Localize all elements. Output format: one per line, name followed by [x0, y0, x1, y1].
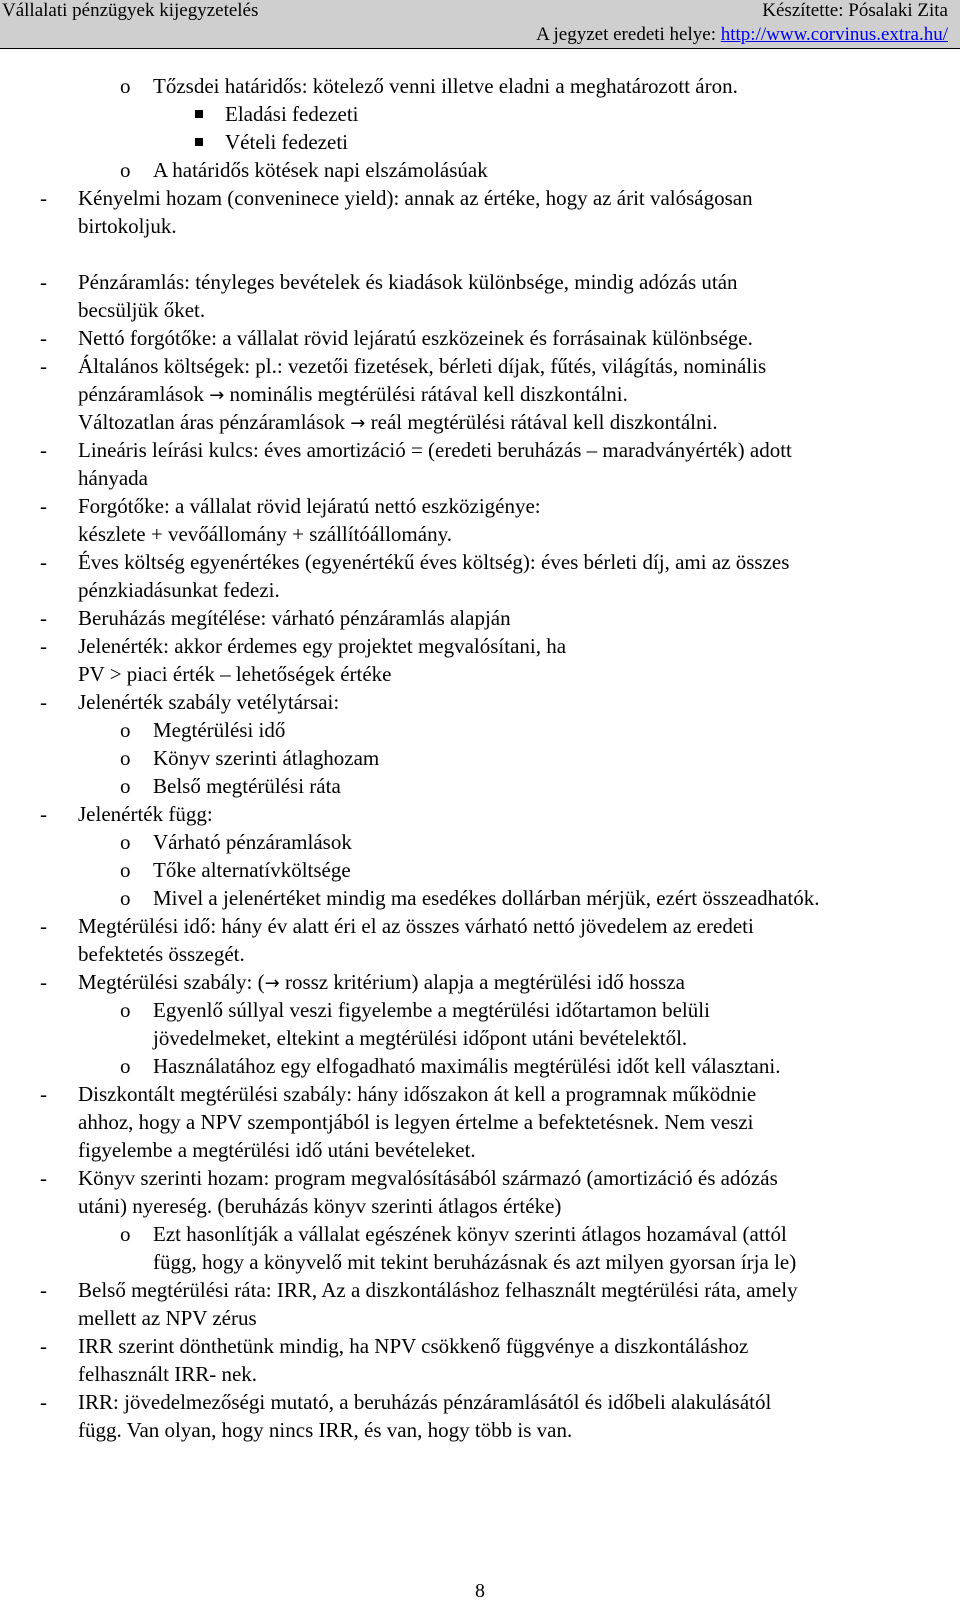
list-item-continuation: PV > piaci érték – lehetőségek értéke [78, 662, 392, 686]
list-item-text: Általános költségek: pl.: vezetői fizetések, bérleti díjak, fűtés, világítás, nominális [78, 354, 767, 378]
dash-marker: - [40, 1334, 47, 1358]
dash-marker: - [40, 1390, 47, 1414]
list-item-text: Várható pénzáramlások [153, 830, 352, 854]
bullet-marker: o [120, 830, 131, 854]
dash-marker: - [40, 690, 47, 714]
list-item-text: Eladási fedezeti [225, 102, 359, 126]
bullet-marker: o [120, 718, 131, 742]
list-item-text: Könyv szerinti hozam: program megvalósításából származó (amortizáció és adózás [78, 1166, 778, 1190]
dash-marker: - [40, 550, 47, 574]
list-item-text: Megtérülési idő [153, 718, 286, 742]
header-source [536, 24, 948, 46]
list-item-text: Lineáris leírási kulcs: éves amortizáció = (eredeti beruházás – maradványérték) adott [78, 438, 792, 462]
list-item-continuation: pénzkiadásunkat fedezi. [78, 578, 280, 602]
list-item-text: Jelenérték: akkor érdemes egy projektet megvalósítani, ha [78, 634, 567, 658]
list-item-continuation: becsüljük őket. [78, 298, 206, 322]
page-number: 8 [475, 1580, 485, 1602]
dash-marker: - [40, 1082, 47, 1106]
list-item-text: Jelenérték szabály vetélytársai: [78, 690, 340, 714]
bullet-marker: o [120, 774, 131, 798]
list-item-continuation: készlete + vevőállomány + szállítóállomány. [78, 522, 452, 546]
dash-marker: - [40, 354, 47, 378]
dash-marker: - [40, 270, 47, 294]
list-item-continuation: utáni) nyereség. (beruházás könyv szerinti átlagos értéke) [78, 1194, 562, 1218]
dash-marker: - [40, 438, 47, 462]
list-item-text: Egyenlő súllyal veszi figyelembe a megtérülési időtartamon belüli [153, 998, 710, 1022]
list-item-text: Tőke alternatívköltsége [153, 858, 351, 882]
dash-marker: - [40, 914, 47, 938]
list-item-continuation: felhasznált IRR- nek. [78, 1362, 258, 1386]
header-author: Készítette: Pósalaki Zita [762, 0, 948, 21]
square-bullet-icon [195, 110, 203, 118]
list-item-text: Könyv szerinti átlaghozam [153, 746, 380, 770]
list-item-text: IRR szerint dönthetünk mindig, ha NPV csökkenő függvénye a diszkontáláshoz [78, 1334, 749, 1358]
bullet-marker: o [120, 886, 131, 910]
bullet-marker: o [120, 858, 131, 882]
source-link[interactable]: http://www.corvinus.extra.hu/ [720, 24, 948, 45]
bullet-marker: o [120, 1054, 131, 1078]
list-item-text: Nettó forgótőke: a vállalat rövid lejáratú eszközeinek és forrásainak különbsége. [78, 326, 753, 350]
list-item-text: Vételi fedezeti [225, 130, 349, 154]
bullet-marker: o [120, 998, 131, 1022]
list-item-continuation: pénzáramlások → nominális megtérülési rátával kell diszkontálni. [78, 382, 628, 406]
bullet-marker: o [120, 746, 131, 770]
list-item-text: Megtérülési idő: hány év alatt éri el az összes várható nettó jövedelem az eredeti [78, 914, 754, 938]
list-item-text: Jelenérték függ: [78, 802, 213, 826]
bullet-marker: o [120, 158, 131, 182]
list-item-continuation: hányada [78, 466, 148, 490]
list-item-text: Ezt hasonlítják a vállalat egészének könyv szerinti átlagos hozamával (attól [153, 1222, 787, 1246]
header-source-label: A jegyzet eredeti helye: [536, 24, 721, 45]
list-item-text: Forgótőke: a vállalat rövid lejáratú nettó eszközigénye: [78, 494, 541, 518]
list-item-continuation: befektetés összegét. [78, 942, 245, 966]
list-item-text: Mivel a jelenértéket mindig ma esedékes dollárban mérjük, ezért összeadhatók. [153, 886, 820, 910]
list-item-text: Éves költség egyenértékes (egyenértékű éves költség): éves bérleti díj, ami az összes [78, 550, 790, 574]
list-item-text: Tőzsdei határidős: kötelező venni illetve eladni a meghatározott áron. [153, 74, 738, 98]
list-item-text: Diszkontált megtérülési szabály: hány időszakon át kell a programnak működnie [78, 1082, 757, 1106]
list-item-text: Használatához egy elfogadható maximális megtérülési időt kell választani. [153, 1054, 781, 1078]
list-item-continuation: függ, hogy a könyvelő mit tekint beruházásnak és azt milyen gyorsan írja le) [153, 1250, 797, 1274]
list-item-text: Pénzáramlás: tényleges bevételek és kiadások különbsége, mindig adózás után [78, 270, 738, 294]
list-item-continuation: jövedelmeket, eltekint a megtérülési időpont utáni bevételektől. [153, 1026, 688, 1050]
header-title: Vállalati pénzügyek kijegyzetelés [2, 0, 259, 21]
dash-marker: - [40, 494, 47, 518]
list-item-text: Kényelmi hozam (conveninece yield): annak az értéke, hogy az árit valóságosan [78, 186, 753, 210]
dash-marker: - [40, 606, 47, 630]
list-item-text: A határidős kötések napi elszámolásúak [153, 158, 488, 182]
list-item-text: Belső megtérülési ráta: IRR, Az a diszkontáláshoz felhasznált megtérülési ráta, amely [78, 1278, 798, 1302]
arrow-right-icon: → [350, 413, 366, 434]
header-divider [0, 48, 960, 49]
list-item-text: Belső megtérülési ráta [153, 774, 341, 798]
list-item-text: Beruházás megítélése: várható pénzáramlás alapján [78, 606, 511, 630]
page-header [0, 0, 960, 48]
dash-marker: - [40, 802, 47, 826]
square-bullet-icon [195, 138, 203, 146]
list-item-text: IRR: jövedelmezőségi mutató, a beruházás pénzáramlásától és időbeli alakulásától [78, 1390, 772, 1414]
dash-marker: - [40, 970, 47, 994]
list-item-continuation: mellett az NPV zérus [78, 1306, 257, 1330]
dash-marker: - [40, 634, 47, 658]
dash-marker: - [40, 186, 47, 210]
bullet-marker: o [120, 74, 131, 98]
bullet-marker: o [120, 1222, 131, 1246]
dash-marker: - [40, 1166, 47, 1190]
list-item-continuation: figyelembe a megtérülési idő utáni bevételeket. [78, 1138, 476, 1162]
list-item-text: Megtérülési szabály: (→ rossz kritérium) alapja a megtérülési idő hossza [78, 970, 685, 994]
list-item-continuation: Változatlan áras pénzáramlások → reál megtérülési rátával kell diszkontálni. [78, 410, 718, 434]
arrow-right-icon: → [264, 973, 280, 994]
arrow-right-icon: → [209, 385, 225, 406]
list-item-continuation: függ. Van olyan, hogy nincs IRR, és van, hogy több is van. [78, 1418, 573, 1442]
dash-marker: - [40, 1278, 47, 1302]
list-item-continuation: ahhoz, hogy a NPV szempontjából is legyen értelme a befektetésnek. Nem veszi [78, 1110, 754, 1134]
list-item-continuation: birtokoljuk. [78, 214, 177, 238]
dash-marker: - [40, 326, 47, 350]
